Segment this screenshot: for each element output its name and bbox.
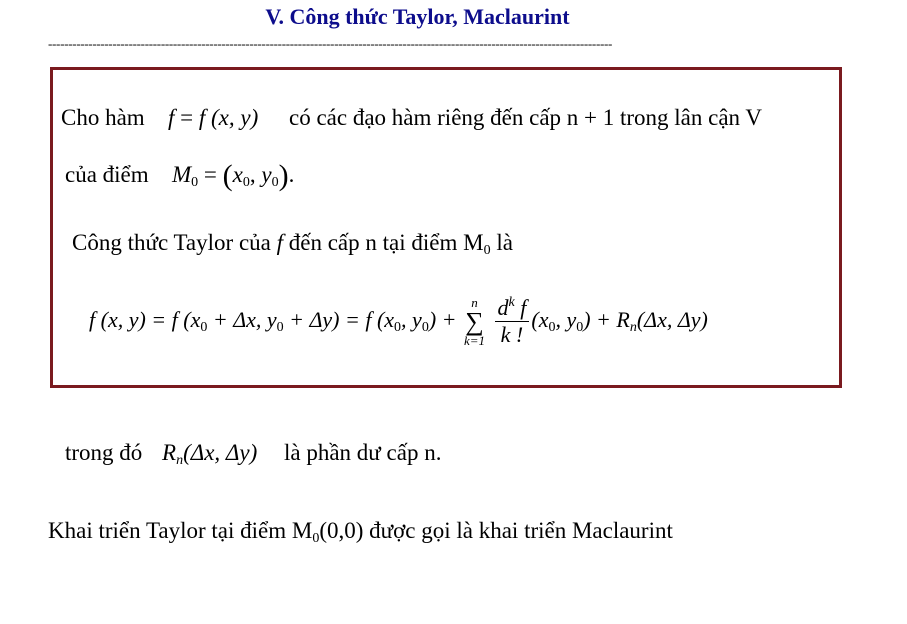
page-title: V. Công thức Taylor, Maclaurint — [265, 4, 570, 29]
point-formula: $M_0 = (x_0$, $y_0$). — [172, 159, 295, 192]
point-text: của điểm — [65, 162, 149, 187]
remainder-pre: trong đó — [65, 440, 143, 465]
function-formula: f = f (x, y) — [168, 105, 259, 130]
remainder-post: là phần dư cấp n. — [284, 440, 442, 465]
maclaurin-text: Khai triển Taylor tại điểm $M_0(0,0)$ được gọi là khai triển Maclaurint — [48, 518, 673, 546]
intro-condition: có các đạo hàm riêng đến cấp n + 1 trong lân cận V — [289, 105, 763, 130]
taylor-intro: Công thức Taylor của f đến cấp n tại điểm $M_0$ là — [72, 230, 513, 258]
taylor-formula: f (x, y) = f ($x_0 + \Delta x$, $y_0 + \Delta y) = f$ ($x_0$, $y_0$) + n ∑ k=1 $\frac{d^k f}{k !}$ ($x_0$, $y_0) + R_n(\Delta x$, Δy) — [89, 294, 708, 348]
derivative-fraction: $\frac{d^k f}{k !}$ — [495, 295, 530, 348]
summation-symbol: n ∑ k=1 — [463, 294, 486, 348]
intro-text: Cho hàm — [61, 105, 145, 130]
remainder-formula: $R_n(\Delta x$, Δy) — [162, 440, 258, 468]
dashed-separator: -------------------------------------------------------------------------------------------------------------------------------------------- — [48, 36, 613, 51]
